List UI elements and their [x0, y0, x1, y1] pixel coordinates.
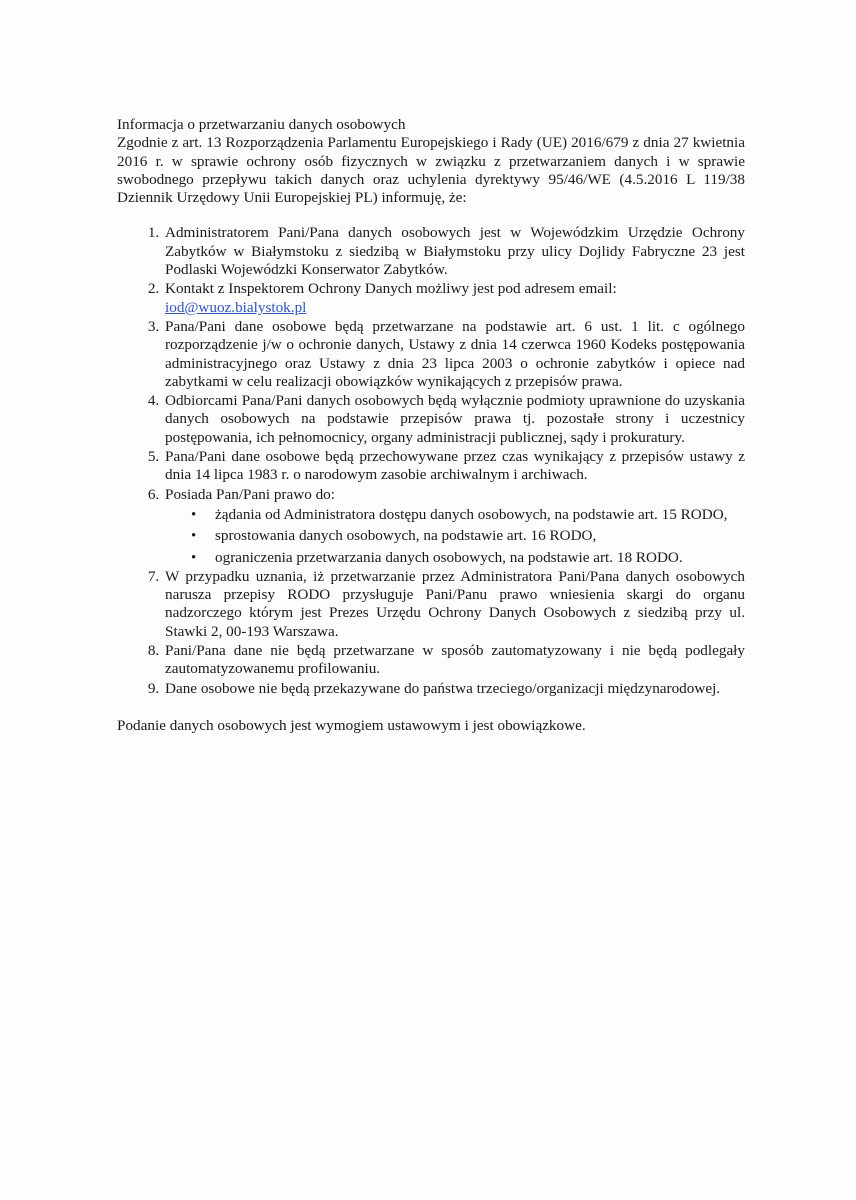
closing-statement: Podanie danych osobowych jest wymogiem ustawowym i jest obowiązkowe. — [117, 716, 586, 734]
point-text: W przypadku uznania, iż przetwarzanie przez Administratora Pani/Pana danych osobowych narusza przepisy RODO przysługuje Pani/Panu prawo wniesienia skargi do organu nadzorczego którym jest Prezes Urzędu Ochrony Danych Osobowych z siedzibą przy ul. Stawki 2, 00-193 Warszawa. — [165, 567, 745, 640]
information-list — [117, 224, 745, 697]
rights-item: • żądania od Administratora dostępu danych osobowych, na podstawie art. 15 RODO, — [215, 506, 745, 524]
list-item-contact — [163, 280, 745, 317]
point-text: Pani/Pana dane nie będą przetwarzane w sposób zautomatyzowany i nie będą podlegały zautomatyzowanemu profilowaniu. — [165, 642, 745, 678]
point-text: Pana/Pani dane osobowe będą przechowywane przez czas wynikający z przepisów ustawy z dnia 14 lipca 1983 r. o narodowym zasobie archiwalnym i archiwach. — [165, 448, 745, 484]
document-body — [117, 116, 745, 735]
list-item-automation — [163, 642, 745, 679]
point-text: Administratorem Pani/Pana danych osobowych jest w Wojewódzkim Urzędzie Ochrony Zabytków w Białymstoku z siedzibą w Białymstoku przy ulicy Dojlidy Fabryczne 23 jest Podlaski Wojewódzki Konserwator Zabytków. — [165, 224, 745, 279]
list-item-recipients — [163, 392, 745, 447]
list-item-legal-basis — [163, 318, 745, 391]
point-text: Dane osobowe nie będą przekazywane do państwa trzeciego/organizacji międzynarodowej. — [165, 679, 721, 697]
point-text: Pana/Pani dane osobowe będą przetwarzane na podstawie art. 6 ust. 1 lit. c ogólnego rozporządzenie j/w o ochronie danych, Ustawy z dnia 14 czerwca 1960 Kodeks postępowania administracyjnego oraz Ustawy z dnia 23 lipca 2003 o ochronie zabytków i opiece nad zabytkami w celu realizacji obowiązków wynikających z przepisów prawa. — [165, 317, 745, 390]
point-text: Odbiorcami Pana/Pani danych osobowych będą wyłącznie podmioty uprawnione do uzyskania danych osobowych na podstawie przepisów prawa tj. pozostałe strony i uczestnicy postępowania, ich pełnomocnicy, organy administracji publicznej, sądy i prokuratury. — [165, 392, 745, 446]
intro-paragraph: Zgodnie z art. 13 Rozporządzenia Parlamentu Europejskiego i Rady (UE) 2016/679 z dnia 27 kwietnia 2016 r. w sprawie ochrony osób fizycznych w związku z przetwarzaniem danych i w sprawie swobodnego przepływu takich danych oraz uchylenia dyrektywy 95/46/WE (4.5.2016 L 119/38 Dziennik Urzędowy Unii Europejskiej PL) informuję, że: — [117, 134, 745, 207]
list-item-rights — [163, 486, 745, 567]
list-item-complaint — [163, 568, 745, 641]
list-item-transfer — [163, 680, 745, 698]
rights-item: • ograniczenia przetwarzania danych osobowych, na podstawie art. 18 RODO. — [215, 549, 745, 567]
rights-list — [165, 506, 745, 567]
email-link[interactable]: iod@wuoz.bialystok.pl — [165, 298, 307, 316]
rights-item: • sprostowania danych osobowych, na podstawie art. 16 RODO, — [215, 527, 745, 545]
point-text: Kontakt z Inspektorem Ochrony Danych możliwy jest pod adresem email: — [165, 280, 617, 298]
document-title: Informacja o przetwarzaniu danych osobowych — [117, 116, 406, 133]
point-text: Posiada Pan/Pani prawo do: — [165, 485, 335, 503]
list-item-retention — [163, 448, 745, 485]
list-item-administrator — [163, 224, 745, 279]
